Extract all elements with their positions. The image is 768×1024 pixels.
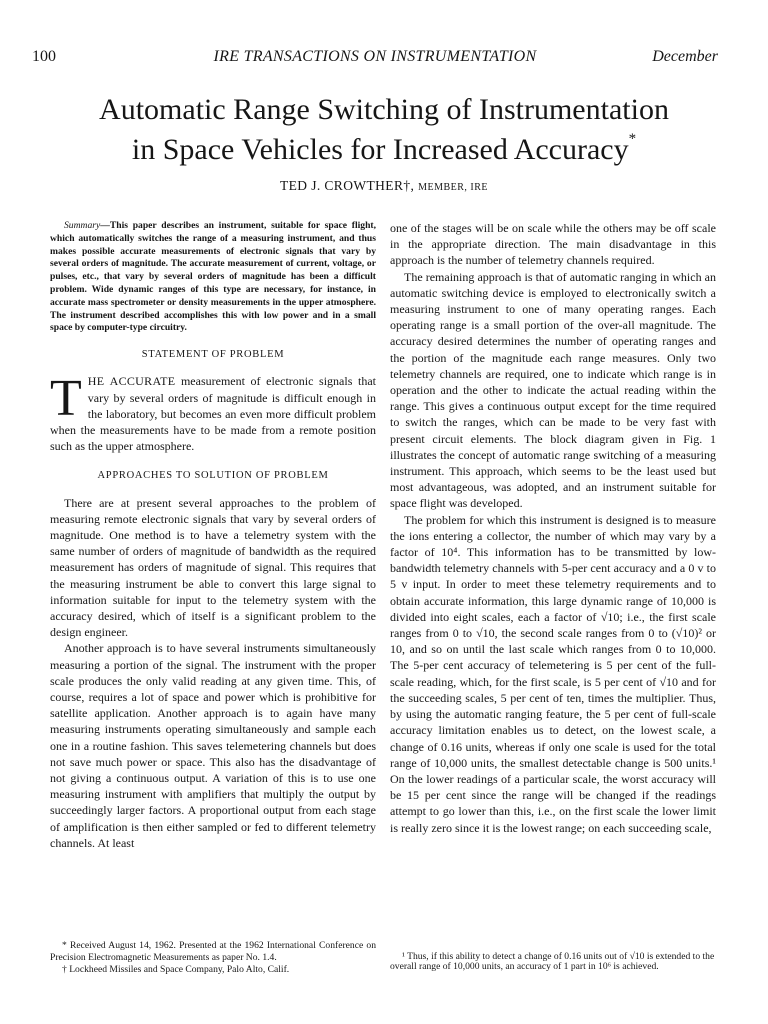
running-head xyxy=(32,48,718,70)
approaches-paragraph-1: There are at present several approaches to the problem of measuring remote electronic signals that vary by several orders of magnitude. One method is to have a telemetry system with the same number of orders of magnitude of bandwidth as the required measurement has orders of magnitude of signal. This requires that the measuring instrument be able to convert this large signal to information suitable for input to the telemetry system with the accuracy desired, which of itself is a significant problem to the design engineer. xyxy=(50,495,376,640)
footnote-1: ¹ Thus, if this ability to detect a change of 0.16 units out of √10 is extended to the overall range of 10,000 units, an accuracy of 1 part in 10⁶ is achieved. xyxy=(390,951,715,973)
title-line-1: Automatic Range Switching of Instrumentation xyxy=(99,93,669,126)
author-role: MEMBER, IRE xyxy=(418,182,489,193)
right-paragraph-1: one of the stages will be on scale while the others may be off scale in the appropriate direction. The main disadvantage in this approach is the number of telemetry channels required. xyxy=(390,221,716,268)
footnotes-right xyxy=(390,952,716,973)
footnote-affiliation: † Lockheed Missiles and Space Company, Palo Alto, Calif. xyxy=(62,964,290,975)
right-column xyxy=(390,220,716,836)
statement-paragraph xyxy=(50,370,376,454)
summary-abstract xyxy=(50,220,376,335)
approaches-paragraph-2: Another approach is to have several instruments simultaneously measuring a portion of the signal. The instrument with the proper scale produces the only valid reading at any given time. This, of course, requires a lot of space and power which is prohibitive for satellite application. Another approach is to again have many measuring instruments operating simultaneously and sample each one in a routine fashion. This saves telemetering channels but does not save much power or space. This also has the disadvantage of not giving a continuous output. A variation of this is to use one measuring instrument with amplifiers that multiply the output by succeedingly larger factors. A proportional output from each stage of amplification is then either sampled or fed to different telemetry channels. At least xyxy=(50,641,376,850)
right-paragraph-2: The remaining approach is that of automatic ranging in which an automatic switching device is employed to electronically switch a measuring instrument to one of many operating ranges. Each operating range is a small portion of the over-all magnitude. The accuracy desired determines the number of operating ranges and the portion of the magnitude each range measures. Only two telemetry channels are required, one to indicate which range is in operation and the other to indicate the actual reading within the range. This gives a continuous output except for the time required to switch the ranges, which can be made to be very fast with present circuit elements. The block diagram given in Fig. 1 illustrates the concept of automatic range switching of a measuring instrument. This approach, which seems to be the least used but most advantageous, was adopted, and an instrument suitable for space flight was developed. xyxy=(390,269,716,511)
section-heading-approaches: APPROACHES TO SOLUTION OF PROBLEM xyxy=(97,470,329,482)
section-heading-statement: STATEMENT OF PROBLEM xyxy=(141,349,285,361)
statement-lead-caps: HE ACCURATE xyxy=(87,374,176,389)
author-name: TED J. CROWTHER†, xyxy=(279,178,415,193)
title-line-2: in Space Vehicles for Increased Accuracy xyxy=(131,133,629,166)
right-paragraph-3: The problem for which this instrument is designed is to measure the ions entering a collector, the number of which may vary by a factor of 10⁴. This information has to be transmitted by low-bandwidth telemetry channels with 5-per cent accuracy and a 0 v to 5 v input. In order to meet these telemetry requirements and to obtain accurate information, this large dynamic range of 10,000 is divided into eight scales, each a factor of √10; i.e., the first scale ranges from 0 to √10, the second scale ranges from 0 to (√10)² or 10, and so on until the last scale which ranges from 0 to 10,000. The 5-per cent accuracy of telemetering is 5 per cent of the full-scale reading, which, for the first scale, is 5 per cent of √10 and for the succeeding scales, 5 per cent of ten, times the multiplier. Thus, by using the automatic ranging feature, the 5 per cent of full-scale accuracy limitation enables us to detect, on the lowest scale, a change of 0.16 units, whereas if only one scale is used for the total range of 10,000 units, the smallest detectable change is 500 units.¹ On the lower readings of a particular scale, the worst accuracy will be 15 per cent since the range will be changed if the readings attempt to go lower than this, i.e., on the first scale the lower limit is really zero since it is the lowest range; on each succeeding scale, xyxy=(390,512,716,835)
issue-month: December xyxy=(652,48,718,65)
byline xyxy=(40,178,728,194)
summary-text: —This paper describes an instrument, suitable for space flight, which automatically switches the range of a measuring instrument, and thus makes possible accurate measurements of electronic signals that vary by several orders of magnitude. The accurate measurement of current, voltage, or pulses, etc., that vary by several orders of magnitude has been a difficult problem. Wide dynamic ranges of this type are necessary, for instance, in accurate mass spectrometer or density measurements in the upper atmosphere. The instrument described accomplishes this with low power and in a small space by computer-type circuitry. xyxy=(50,220,376,334)
paper-title xyxy=(40,90,728,170)
drop-cap: T xyxy=(50,370,82,428)
summary-label: Summary xyxy=(64,220,101,231)
journal-title: IRE TRANSACTIONS ON INSTRUMENTATION xyxy=(213,48,537,65)
footnotes-left xyxy=(50,940,376,976)
page-number: 100 xyxy=(32,48,56,65)
left-column xyxy=(50,220,376,851)
statement-text: measurement of electronic signals that vary by several orders of magnitude is difficult enough in the laboratory, but becomes an even more difficult problem when the measurements have to be made from a remote position such as the upper atmosphere. xyxy=(50,374,376,454)
title-footnote-mark: * xyxy=(628,131,637,147)
footnote-received: * Received August 14, 1962. Presented at the 1962 International Conference on Precision Electromagnetic Measurements as paper No. 1.4. xyxy=(50,940,376,963)
